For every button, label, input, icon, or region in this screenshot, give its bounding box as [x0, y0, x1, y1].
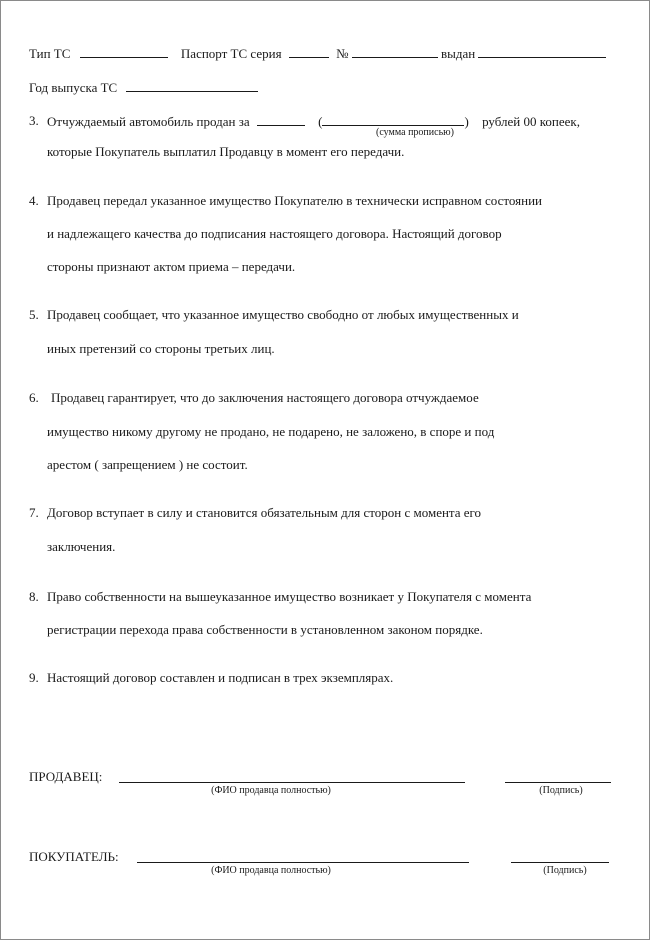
seller-name-line: [119, 782, 465, 783]
clause-text: имущество никому другому не продано, не подарено, не заложено, в споре и под: [47, 424, 495, 439]
clause-text: регистрации перехода права собственности в установленном законом порядке.: [47, 622, 483, 637]
vehicle-header-row: [29, 45, 606, 62]
issued-blank: [478, 45, 606, 58]
seller-signature-line: [505, 782, 611, 783]
seller-sign-caption: (Подпись): [539, 785, 583, 796]
clause-text: Продавец гарантирует, что до заключения настоящего договора отчуждаемое: [51, 390, 479, 405]
vehicle-type-blank: [80, 45, 168, 58]
clause-text: арестом ( запрещением ) не состоит.: [47, 457, 248, 472]
clause-number: 4.: [29, 193, 39, 208]
year-label: Год выпуска ТС: [29, 80, 118, 95]
price-words-blank: [322, 113, 464, 126]
clause-text: Право собственности на вышеуказанное имущество возникает у Покупателя с момента: [47, 589, 532, 604]
passport-series-blank: [289, 45, 329, 58]
vehicle-type-label: Тип ТС: [29, 46, 71, 61]
clause-number: 3.: [29, 113, 39, 128]
clause-number: 5.: [29, 307, 39, 322]
passport-number-label: №: [336, 46, 349, 61]
clause-text: Продавец сообщает, что указанное имущество свободно от любых имущественных и: [47, 307, 519, 322]
buyer-name-caption: (ФИО продавца полностью): [211, 865, 331, 876]
year-blank: [126, 79, 258, 92]
clause-number: 8.: [29, 589, 39, 604]
passport-series-label: Паспорт ТС серия: [180, 46, 282, 61]
open-paren: (: [318, 114, 323, 129]
clause-text: Договор вступает в силу и становится обязательным для сторон с момента его: [47, 505, 482, 520]
clause-text: Отчуждаемый автомобиль продан за: [47, 114, 250, 129]
passport-number-blank: [352, 45, 438, 58]
clause-text: и надлежащего качества до подписания настоящего договора. Настоящий договор: [47, 226, 502, 241]
buyer-name-line: [137, 862, 469, 863]
sum-in-words-caption: (сумма прописью): [376, 127, 454, 138]
price-digits-blank: [257, 113, 305, 126]
buyer-sign-caption: (Подпись): [543, 865, 587, 876]
issued-label: выдан: [440, 46, 476, 61]
clause-text: Продавец передал указанное имущество Покупателю в технически исправном состоянии: [47, 193, 542, 208]
close-paren: ): [464, 114, 469, 129]
buyer-signature-line: [511, 862, 609, 863]
clause-text: Настоящий договор составлен и подписан в трех экземплярах.: [47, 670, 394, 685]
seller-label: ПРОДАВЕЦ:: [29, 769, 103, 784]
buyer-label: ПОКУПАТЕЛЬ:: [29, 849, 119, 864]
clause-text: стороны признают актом приема – передачи.: [47, 259, 296, 274]
year-row: [29, 79, 258, 96]
clause-text: иных претензий со стороны третьих лиц.: [47, 341, 275, 356]
clause-number: 6.: [29, 390, 39, 405]
clause-text: которые Покупатель выплатил Продавцу в момент его передачи.: [47, 144, 405, 159]
clause-number: 7.: [29, 505, 39, 520]
seller-name-caption: (ФИО продавца полностью): [211, 785, 331, 796]
clause-number: 9.: [29, 670, 39, 685]
clause-text: заключения.: [47, 539, 116, 554]
clause-3-line-1: [47, 113, 580, 130]
clause-text: рублей 00 копеек,: [482, 114, 580, 129]
